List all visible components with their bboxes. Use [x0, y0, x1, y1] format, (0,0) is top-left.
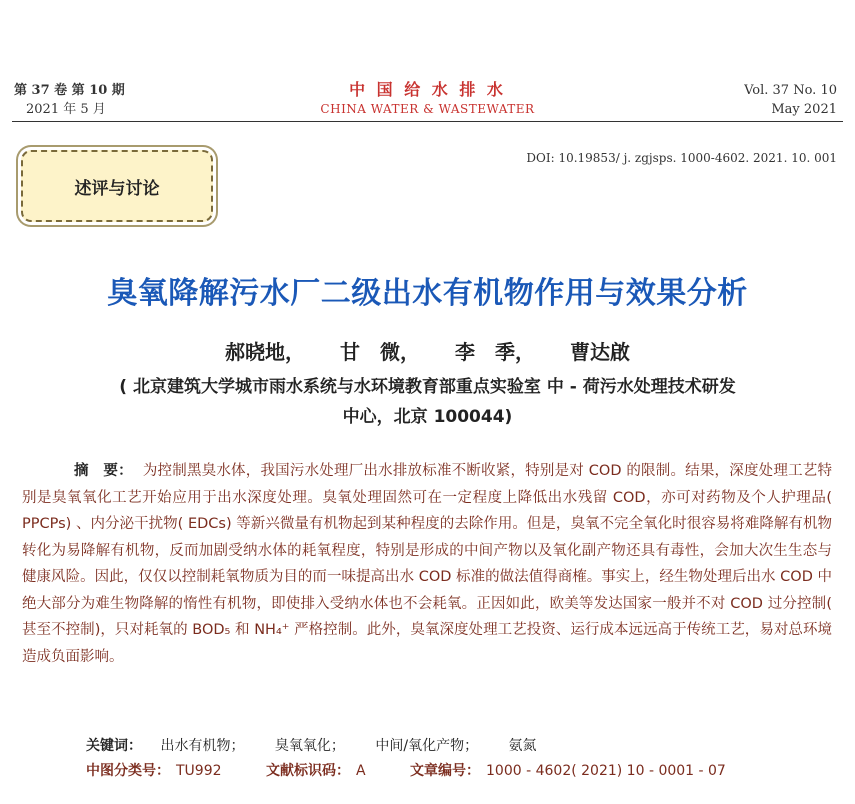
authors	[0, 336, 855, 365]
date-en: May 2021	[771, 102, 837, 117]
keyword: 氨氮	[508, 738, 537, 754]
doc-code-value: A	[355, 763, 366, 779]
affiliation	[40, 372, 815, 432]
clc-label: 中图分类号：	[86, 763, 170, 779]
section-label: 述评与讨论	[74, 178, 160, 199]
article-number-value: 1000 - 4602( 2021) 10 - 0001 - 07	[486, 763, 726, 779]
clc-value: TU992	[176, 763, 222, 779]
affiliation-line: ( 北京建筑大学城市雨水系统与水环境教育部重点实验室 中 - 荷污水处理技术研发	[119, 377, 736, 397]
keyword: 臭氧氧化；	[274, 738, 345, 754]
keyword: 出水有机物；	[160, 738, 245, 754]
abstract-label: 摘 要：	[74, 463, 133, 479]
keyword: 中间/氧化产物；	[375, 738, 479, 754]
doi[interactable]: DOI: 10.19853/ j. zgjsps. 1000-4602. 2021. 10. 001	[526, 151, 837, 165]
classification-info	[86, 760, 766, 780]
keywords	[86, 735, 563, 755]
article-number-label: 文章编号：	[410, 763, 481, 779]
date-cn: 2021 年 5 月	[26, 102, 106, 117]
affiliation-line: 中心，北京 100044)	[342, 407, 513, 427]
journal-name-cn: 中 国 给 水 排 水	[349, 80, 506, 99]
author: 甘 微，	[340, 340, 421, 364]
abstract	[22, 458, 832, 670]
author: 李 季，	[454, 340, 535, 364]
issue-info-en	[744, 81, 837, 119]
section-badge	[21, 150, 213, 222]
paper-title: 臭氧降解污水厂二级出水有机物作用与效果分析	[107, 276, 748, 311]
keywords-label: 关键词：	[86, 738, 142, 754]
journal-name	[0, 79, 855, 117]
author: 曹达啟	[569, 340, 630, 364]
header-divider	[12, 121, 843, 122]
volume-issue-cn: 第 37 卷 第 10 期	[14, 83, 125, 98]
doc-code-label: 文献标识码：	[265, 763, 350, 779]
abstract-text: 为控制黑臭水体，我国污水处理厂出水排放标准不断收紧，特别是对 COD 的限制。结果，深度处理工艺特别是臭氧氧化工艺开始应用于出水深度处理。臭氧处理固然可在一定程度上降低出水残留 COD，亦可对药物及个人护理品( PPCPs) 、内分泌干扰物( EDCs) 等新兴微量有机物起到某种程度的去除作用。但是，臭氧不完全氧化时很容易将难降解有机物转化为易降解有机物，反而加剧受纳水体的耗氧程度，特别是形成的中间产物以及氧化副产物还具有毒性，会加大次生生态与健康风险。因此，仅仅以控制耗氧物质为目的而一味提高出水 COD 标准的做法值得商榷。事实上，经生物处理后出水 COD 中绝大部分为难生物降解的惰性有机物，即使排入受纳水体也不会耗氧。正因如此，欧美等发达国家一般并不对 COD 过分控制( 甚至不控制)，只对耗氧的 BOD₅ 和 NH₄⁺ 严格控制。此外，臭氧深度处理工艺投资、运行成本远远高于传统工艺，易对总环境造成负面影响。	[22, 463, 833, 665]
author: 郝晓地，	[225, 340, 306, 364]
journal-name-en: CHINA WATER & WASTEWATER	[320, 102, 535, 116]
volume-issue-en: Vol. 37 No. 10	[744, 83, 837, 98]
